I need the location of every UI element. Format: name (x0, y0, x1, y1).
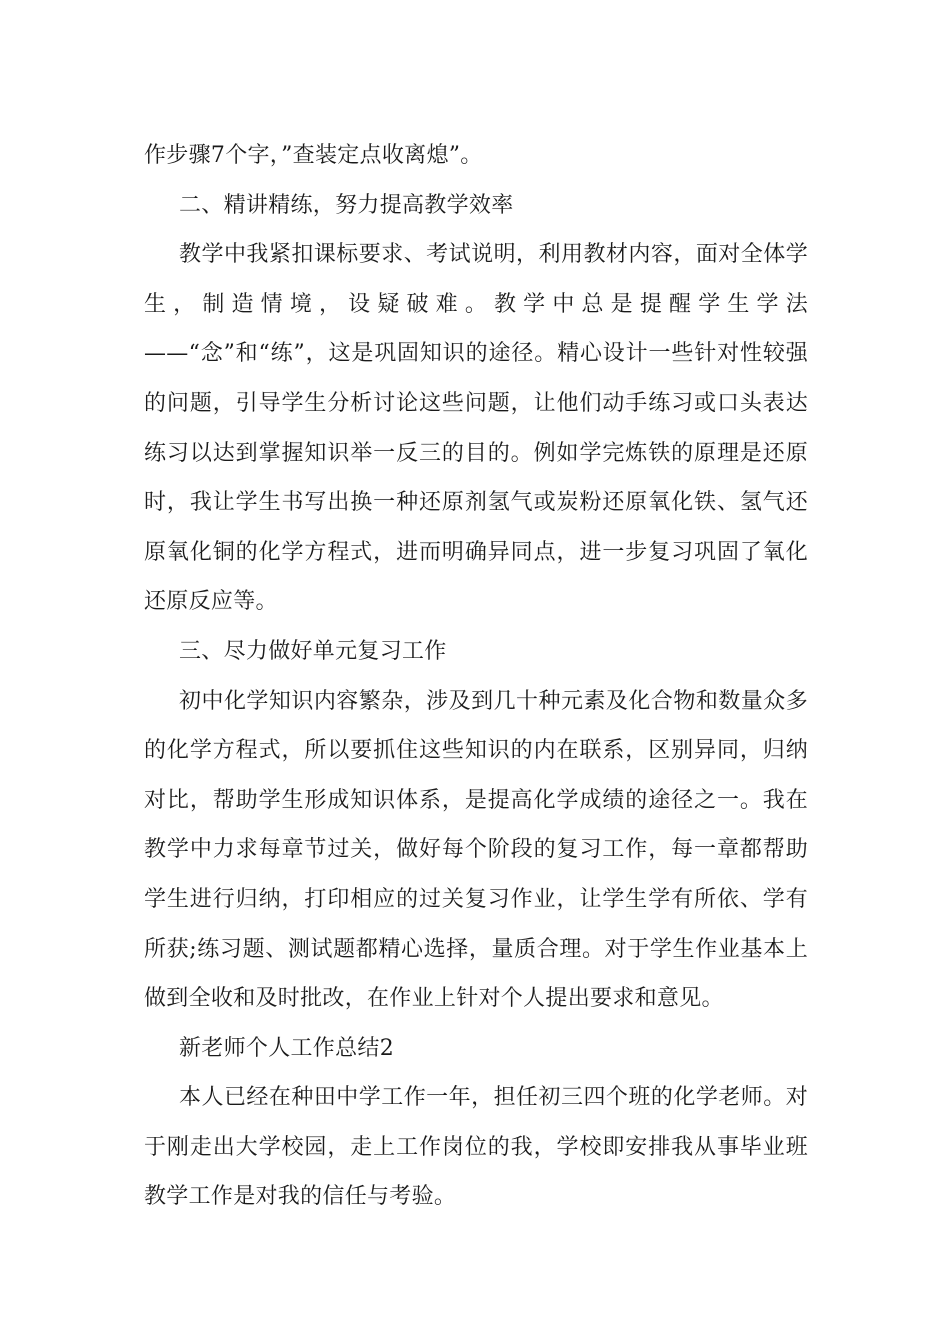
paragraph-introduction: 本人已经在种田中学工作一年，担任初三四个班的化学老师。对于刚走出大学校园，走上工作岗位的我，学校即安排我从事毕业班教学工作是对我的信任与考验。 (144, 1085, 808, 1210)
document-body (144, 131, 808, 1222)
paragraph-teaching-method: 教学中我紧扣课标要求、考试说明，利用教材内容，面对全体学生，制造情境，设疑破难。教学中总是提醒学生学法——“念”和“练”，这是巩固知识的途径。精心设计一些针对性较强的问题，引导学生分析讨论这些问题，让他们动手练习或口头表达练习以达到掌握知识举一反三的目的。例如学完炼铁的原理是还原时，我让学生书写出换一种还原剂氢气或炭粉还原氧化铁、氢气还原氧化铜的化学方程式，进而明确异同点，进一步复习巩固了氧化还原反应等。 (144, 242, 808, 615)
section-heading-3: 三、尽力做好单元复习工作 (179, 638, 447, 664)
document-subtitle: 新老师个人工作总结2 (179, 1035, 394, 1061)
section-heading-2: 二、精讲精练，努力提高教学效率 (179, 192, 514, 218)
paragraph-continuation: 作步骤7个字，”查装定点收离熄”。 (144, 143, 483, 168)
paragraph-unit-review: 初中化学知识内容繁杂，涉及到几十种元素及化合物和数量众多的化学方程式，所以要抓住这些知识的内在联系，区别异同，归纳对比，帮助学生形成知识体系，是提高化学成绩的途径之一。我在教学中力求每章节过关，做好每个阶段的复习工作，每一章都帮助学生进行归纳，打印相应的过关复习作业，让学生学有所依、学有所获;练习题、测试题都精心选择，量质合理。对于学生作业基本上做到全收和及时批改，在作业上针对个人提出要求和意见。 (144, 688, 808, 1012)
